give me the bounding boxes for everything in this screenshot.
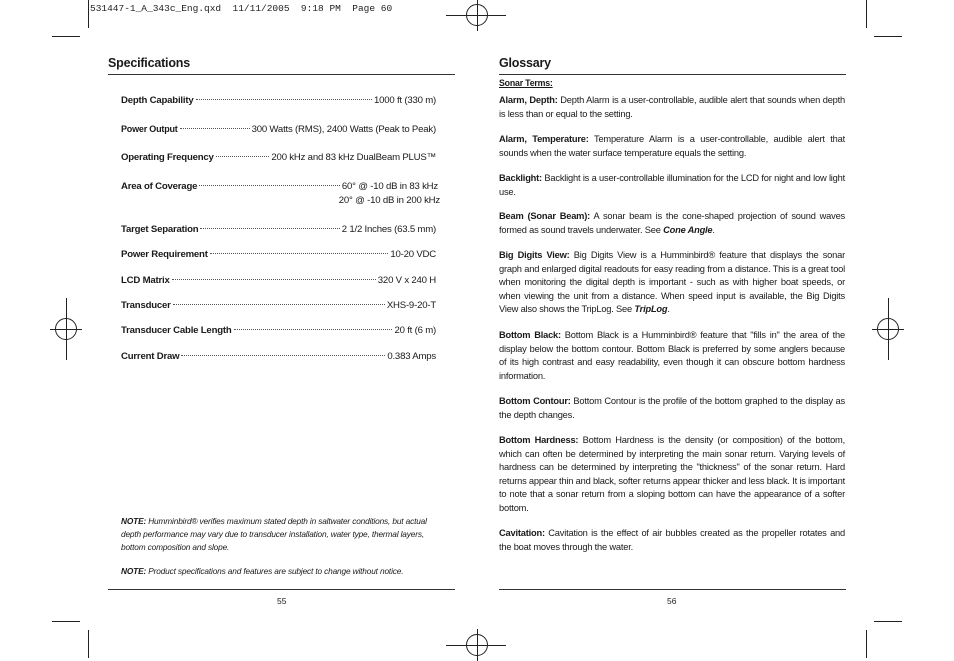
glossary-entry (499, 527, 845, 554)
title-rule (108, 74, 455, 75)
crop-mark (66, 298, 67, 360)
spec-item (121, 180, 438, 208)
glossary-tail: . (712, 224, 715, 235)
file-header: 531447-1_A_343c_Eng.qxd 11/11/2005 9:18 PM Page 60 (90, 3, 393, 14)
crop-mark (88, 0, 89, 28)
glossary-term: Bottom Hardness: (499, 435, 579, 445)
crop-mark (866, 630, 867, 658)
leader-dots (181, 355, 385, 356)
note-depth (121, 515, 447, 554)
glossary-definition: Depth Alarm is a user-controllable, audible alert that sounds when depth is less than or equal to the setting. (499, 95, 845, 119)
footer-rule (108, 589, 455, 590)
glossary-entry (499, 133, 845, 160)
crop-mark (446, 645, 506, 646)
glossary-entry (499, 94, 845, 121)
spec-label: Area of Coverage (121, 181, 198, 192)
glossary-tail: . (667, 304, 670, 315)
spec-label: Power Requirement (121, 249, 208, 260)
leader-dots (196, 99, 372, 100)
spec-value: 320 V x 240 H (377, 275, 436, 286)
crop-mark (446, 15, 506, 16)
leader-dots (172, 279, 376, 280)
note-text: Humminbird® verifies maximum stated depth in saltwater conditions, but actual depth performance may vary due to transducer installation, water type, thermal layers, bottom composition and slope. (121, 516, 427, 552)
spec-label: Operating Frequency (121, 152, 214, 163)
crop-mark (52, 36, 80, 37)
spec-value: 200 kHz and 83 kHz DualBeam PLUS™ (271, 152, 436, 163)
note-label: NOTE: (121, 566, 147, 576)
sonar-terms-subhead: Sonar Terms: (499, 78, 553, 88)
crop-mark (874, 621, 902, 622)
spec-item (121, 299, 436, 313)
crop-mark (88, 630, 89, 658)
spec-label: Current Draw (121, 351, 180, 362)
glossary-term: Big Digits View: (499, 250, 570, 260)
spec-value: 300 Watts (RMS), 2400 Watts (Peak to Peak) (251, 124, 436, 135)
note-text: Product specifications and features are subject to change without notice. (146, 566, 404, 576)
spec-label: Depth Capability (121, 95, 194, 106)
spec-label: Power Output (121, 124, 178, 134)
spec-value: 2 1/2 Inches (63.5 mm) (341, 224, 436, 235)
glossary-term: Cavitation: (499, 528, 545, 538)
spec-label: LCD Matrix (121, 275, 170, 286)
glossary-entry (499, 329, 845, 383)
leader-dots (180, 128, 250, 129)
leader-dots (173, 304, 385, 305)
spec-label: Target Separation (121, 224, 199, 235)
specifications-title: Specifications (108, 56, 190, 70)
glossary-definition: A sonar beam is the cone-shaped projection of sound waves formed as sound travels underwater. See (499, 211, 845, 235)
glossary-definition: Bottom Contour is the profile of the bottom graphed to the display as the depth changes. (499, 396, 845, 420)
spec-value: 10-20 VDC (390, 249, 436, 260)
glossary-term: Alarm, Depth: (499, 95, 558, 105)
glossary-definition: Cavitation is the effect of air bubbles created as the propeller rotates and the boat moves through the water. (499, 528, 845, 552)
spec-item (121, 350, 436, 364)
glossary-entry (499, 395, 845, 422)
glossary-term: Bottom Contour: (499, 396, 571, 406)
spec-item (121, 248, 436, 262)
spec-item (121, 122, 436, 137)
leader-dots (200, 228, 339, 229)
glossary-title: Glossary (499, 56, 551, 70)
glossary-entry (499, 210, 845, 237)
crop-mark (52, 621, 80, 622)
leader-dots (234, 329, 393, 330)
crop-mark (874, 36, 902, 37)
spec-item (121, 94, 436, 108)
page-number: 55 (277, 596, 287, 606)
glossary-entry (499, 172, 845, 199)
leader-dots (216, 156, 270, 157)
glossary-definition: Bottom Hardness is the density (or composition) of the bottom, which can often be determined by interpreting the main sonar return. Varying levels of hardness can be determined by interpreting the "thickness" of the sonar return. Hard returns appear thin and black, softer returns appear thicker and less black. It is important to note that a sonar return from a sloping bottom can have the appearance of a softer bottom. (499, 435, 845, 513)
note-specs-change (121, 565, 447, 578)
spec-label: Transducer (121, 300, 171, 311)
leader-dots (210, 253, 389, 254)
spec-value: 0.383 Amps (387, 351, 436, 362)
note-label: NOTE: (121, 516, 147, 526)
spec-value: 1000 ft (330 m) (373, 95, 436, 106)
glossary-definition: Big Digits View is a Humminbird® feature that displays the sonar graph and enlarged digital readouts for easy reading from a distance. This is a great tool when monitoring the digital depth is important - such as with higher boat speeds, or when viewing the unit from a distance. When speed input is available, the Big Digits View also shows the TripLog. See (499, 250, 845, 315)
spec-value: 60° @ -10 dB in 83 kHz (341, 181, 438, 192)
crop-mark (888, 298, 889, 360)
spec-value-line-2: 20° @ -10 dB in 200 kHz (338, 195, 440, 206)
glossary-entry (499, 434, 845, 516)
glossary-entry (499, 249, 845, 317)
glossary-term: Beam (Sonar Beam): (499, 211, 591, 221)
spec-item (121, 274, 436, 288)
title-rule (499, 74, 846, 75)
glossary-definition: Temperature Alarm is a user-controllable, audible alert that sounds when the water surface temperature equals the setting. (499, 134, 845, 158)
spec-item (121, 151, 436, 165)
spec-label: Transducer Cable Length (121, 325, 232, 336)
glossary-term: Alarm, Temperature: (499, 134, 589, 144)
crop-mark (866, 0, 867, 28)
glossary-definition: Bottom Black is a Humminbird® feature that "fills in" the area of the display below the bottom contour. Bottom Black is preferred by some anglers because of its high contrast and easy readability, even though it can obscure bottom hardness information. (499, 330, 845, 381)
footer-rule (499, 589, 846, 590)
glossary-term: Backlight: (499, 173, 542, 183)
glossary-cross-reference: TripLog (634, 304, 668, 315)
glossary-definition: Backlight is a user-controllable illumination for the LCD for night and low light use. (499, 173, 845, 197)
spec-value: XHS-9-20-T (386, 300, 436, 311)
page-number: 56 (667, 596, 677, 606)
spec-value: 20 ft (6 m) (394, 325, 436, 336)
spec-item (121, 324, 436, 338)
glossary-cross-reference: Cone Angle (663, 224, 713, 235)
glossary-term: Bottom Black: (499, 330, 561, 340)
spec-item (121, 223, 436, 237)
leader-dots (199, 185, 340, 186)
